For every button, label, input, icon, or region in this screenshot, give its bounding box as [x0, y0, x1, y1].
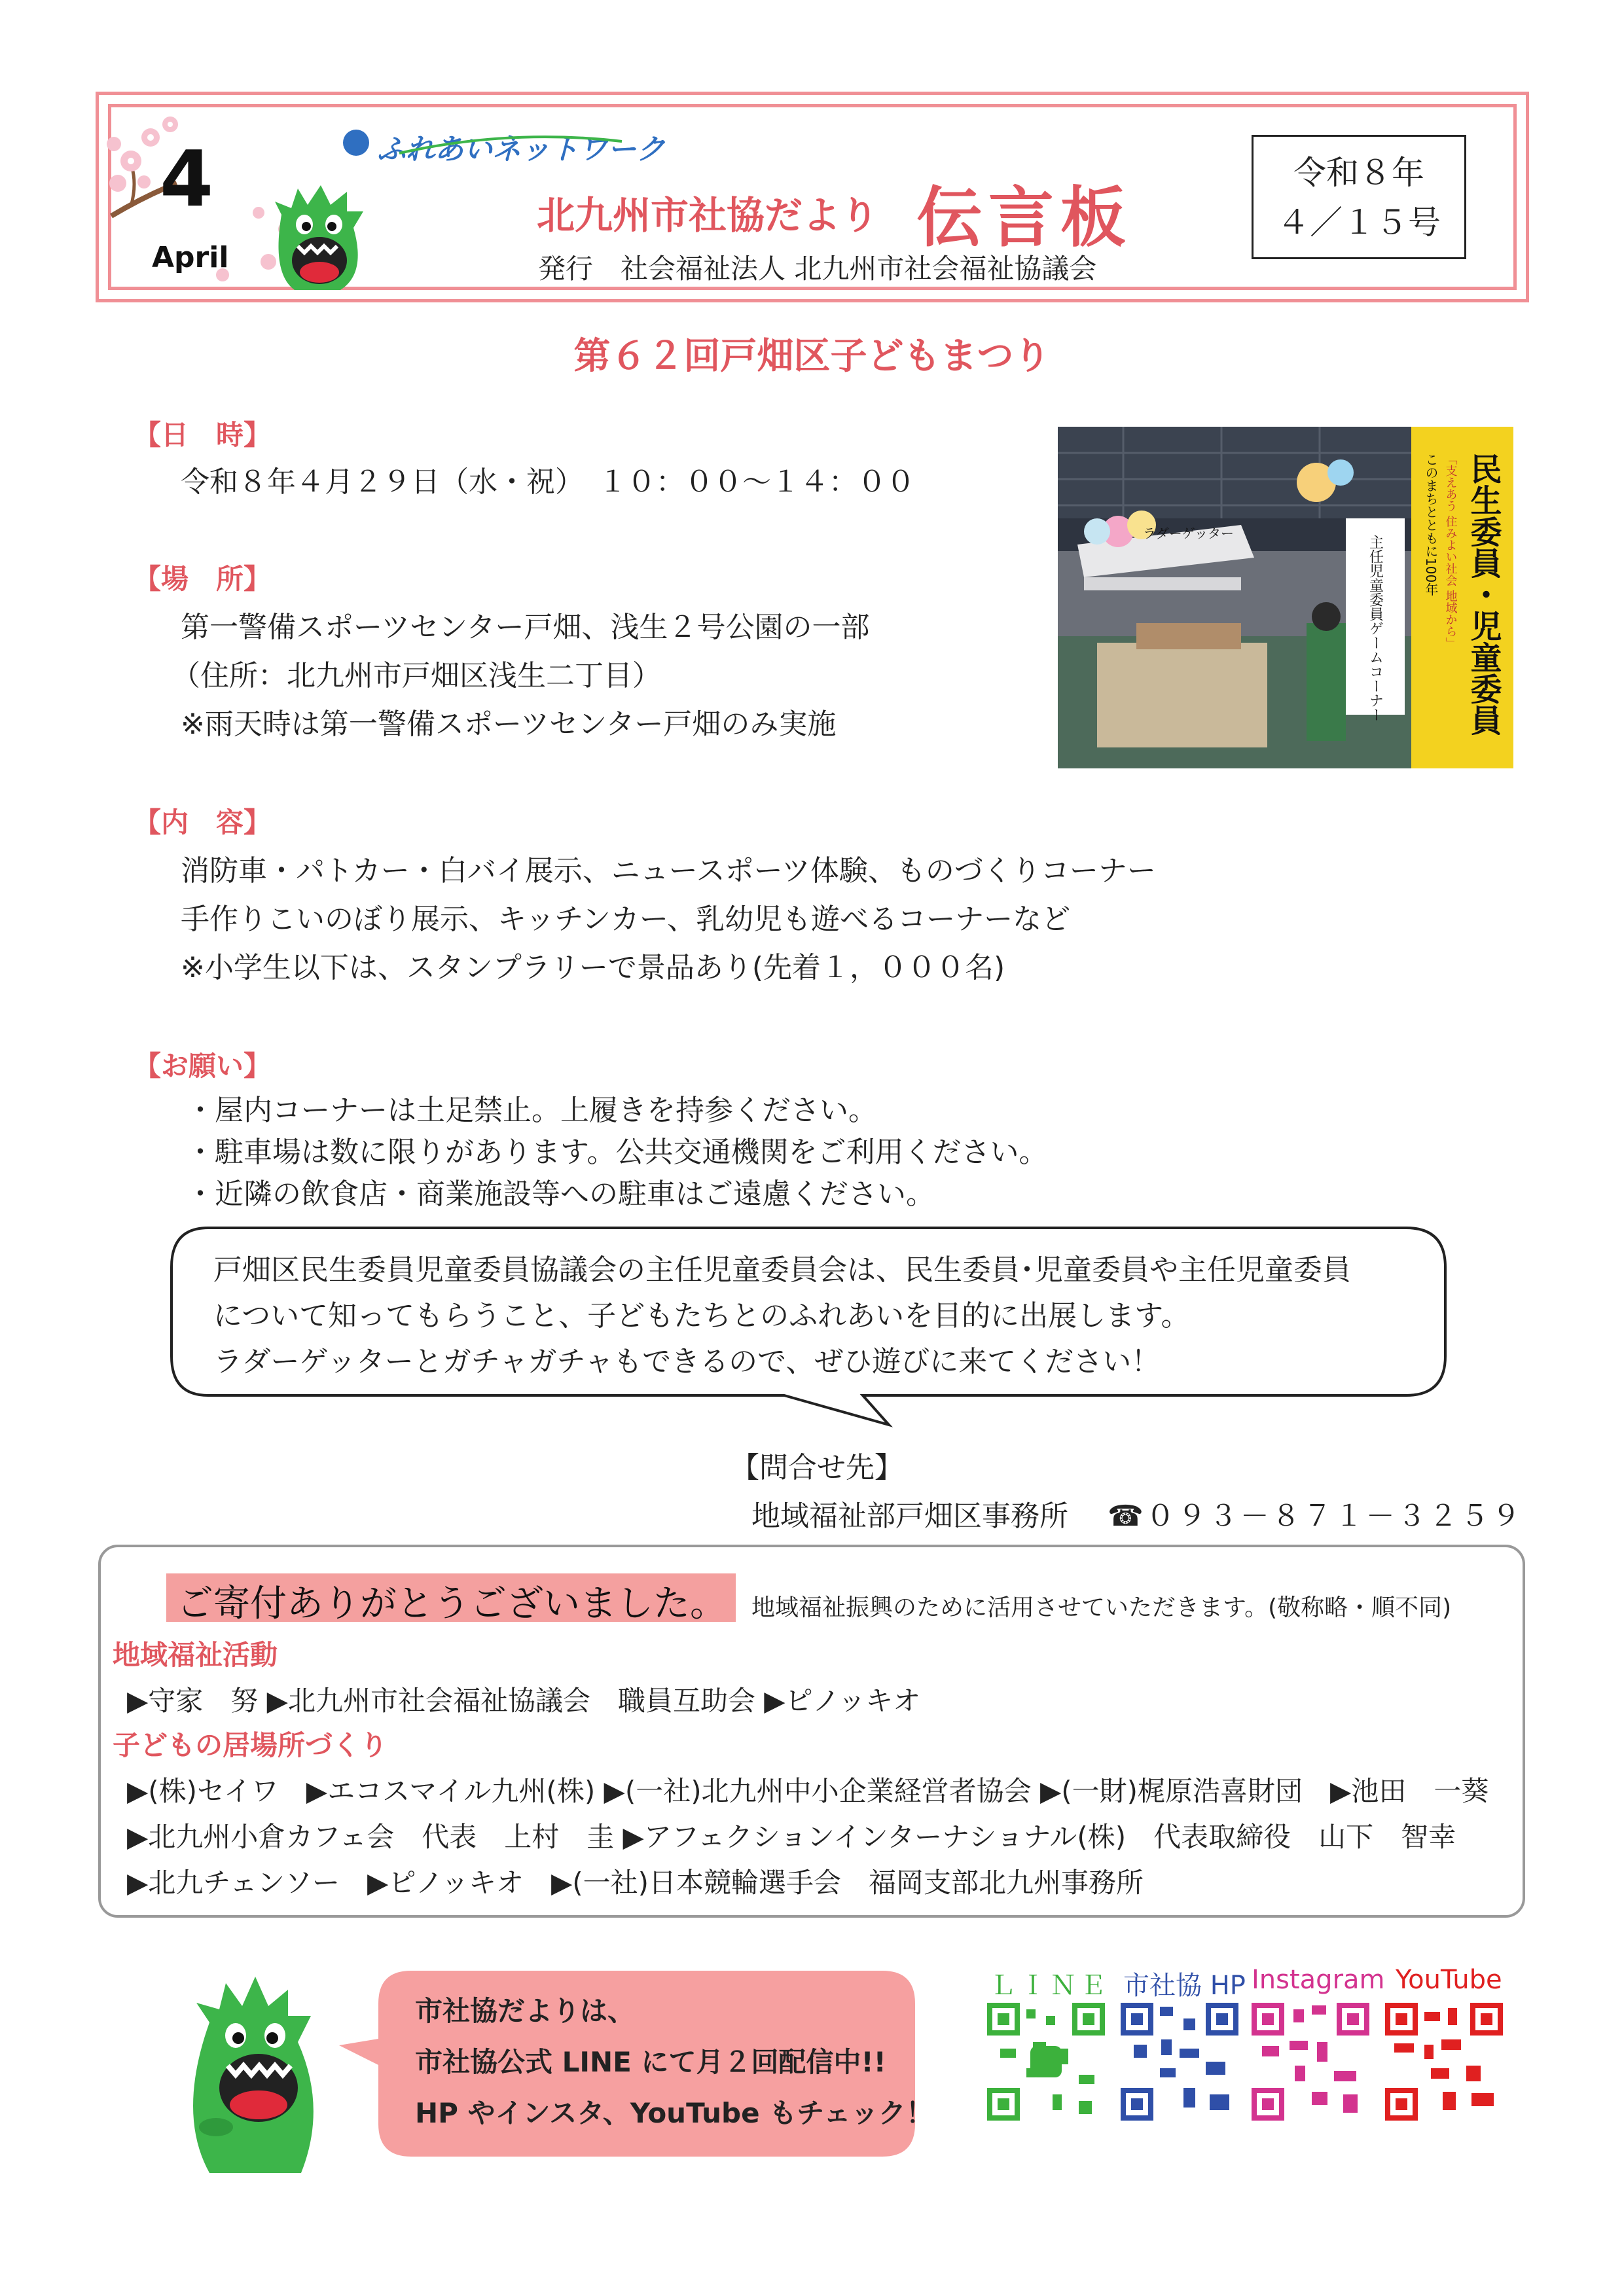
photo-banner-top: このまちとともに100年	[1423, 453, 1439, 596]
qr-label-instagram: Instagram	[1252, 1965, 1385, 1995]
contents-line: 消防車・パトカー・白バイ展示、ニュースポーツ体験、ものづくりコーナー	[181, 854, 1156, 888]
contact-label: 【問合せ先】	[731, 1451, 903, 1484]
venue-line: （住所：北九州市戸畑区浅生二丁目）	[171, 659, 661, 692]
schedule-label: 【日 時】	[134, 419, 272, 451]
request-line: ・屋内コーナーは土足禁止。上履きを持参ください。	[186, 1094, 877, 1127]
bubble-line: について知ってもらうこと、子どもたちとのふれあいを目的に出展します。	[213, 1299, 1190, 1333]
donor-line: ▶北九州小倉カフェ会 代表 上村 圭 ▶アフェクションインターナショナル(株) 代表取締役 山下 智幸	[127, 1821, 1456, 1853]
issue-era: 令和８年	[1293, 154, 1424, 192]
bubble-line: 戸畑区民生委員児童委員協議会の主任児童委員会は、民生委員･児童委員や主任児童委員	[213, 1253, 1351, 1287]
photo-sign-booth: ラダーゲッター	[1143, 526, 1234, 541]
newsletter-tagline: 北九州市社協だより	[537, 193, 879, 238]
swoosh-icon	[393, 122, 628, 161]
requests-label: 【お願い】	[134, 1050, 272, 1082]
venue-line: 第一警備スポーツセンター戸畑、浅生２号公園の一部	[181, 611, 870, 644]
contents-line: ※小学生以下は、スタンプラリーで景品あり(先着１，０００名)	[181, 951, 1005, 984]
qr-label-youtube: YouTube	[1396, 1965, 1502, 1995]
network-name: ふれあいネットワーク	[377, 133, 665, 166]
venue-label: 【場 所】	[134, 563, 272, 595]
instagram-qr-code-icon[interactable]	[1252, 2003, 1369, 2121]
qr-label-hp: 市社協 HP	[1123, 1971, 1246, 2001]
network-logo-icon	[343, 130, 369, 156]
photo-sign-vertical: 主任児童委員ゲームコーナー	[1367, 535, 1384, 722]
qr-label-line: ＬＩＮＥ	[990, 1971, 1110, 2001]
contact-office: 地域福祉部戸畑区事務所	[751, 1499, 1068, 1533]
donation-category-label: 子どもの居場所づくり	[113, 1729, 388, 1761]
youtube-qr-code-icon[interactable]	[1385, 2003, 1503, 2121]
event-photo	[1058, 427, 1513, 768]
request-line: ・近隣の飲食店・商業施設等への駐車はご遠慮ください。	[186, 1177, 935, 1211]
donor-line: ▶北九チェンソー ▶ピノッキオ ▶(一社)日本競輪選手会 福岡支部北九州事務所	[127, 1867, 1144, 1899]
donor-line: ▶守家 努 ▶北九州市社会福祉協議会 職員互助会 ▶ピノッキオ	[127, 1685, 921, 1717]
contact-phone: ☎０９３－８７１－３２５９	[1108, 1499, 1523, 1533]
publisher-line: 発行 社会福祉法人 北九州市社会福祉協議会	[538, 253, 1097, 285]
contents-line: 手作りこいのぼり展示、キッチンカー、乳幼児も遊べるコーナーなど	[181, 903, 1071, 936]
newsletter-title: 伝言板	[916, 179, 1132, 256]
bubble-line: ラダーゲッターとガチャガチャもできるので、ぜひ遊びに来てください！	[213, 1345, 1161, 1378]
event-headline: 第６２回戸畑区子どもまつり	[573, 335, 1051, 378]
donation-note: 地域福祉振興のために活用させていただきます。(敬称略・順不同)	[751, 1594, 1452, 1621]
hp-qr-code-icon[interactable]	[1121, 2003, 1238, 2121]
donation-heading: ご寄付ありがとうございました。	[177, 1583, 727, 1625]
mascot-icon	[170, 1964, 340, 2179]
request-line: ・駐車場は数に限りがあります。公共交通機関をご利用ください。	[186, 1136, 1048, 1169]
issue-number: ４／１５号	[1277, 204, 1441, 242]
line-qr-code-icon[interactable]	[987, 2003, 1105, 2121]
photo-banner-sub: 「支えあう 住みよい社会 地域から」	[1443, 453, 1458, 649]
month-number: 4	[160, 134, 214, 224]
contents-label: 【内 容】	[134, 806, 272, 838]
venue-line: ※雨天時は第一警備スポーツセンター戸畑のみ実施	[181, 708, 837, 741]
photo-banner-main: 民生委員・児童委員	[1465, 453, 1502, 736]
donation-category-label: 地域福祉活動	[113, 1639, 278, 1671]
schedule-text: 令和８年４月２９日（水・祝） １０：００～１４：００	[181, 465, 915, 499]
promo-line: HP やインスタ、YouTube もチェック！	[415, 2097, 933, 2129]
month-word: April	[152, 241, 229, 274]
donor-line: ▶(株)セイワ ▶エコスマイル九州(株) ▶(一社)北九州中小企業経営者協会 ▶(一財)梶原浩喜財団 ▶池田 一葵	[127, 1775, 1489, 1807]
promo-line: 市社協だよりは、	[415, 1995, 636, 2027]
mascot-icon	[268, 175, 373, 293]
promo-line: 市社協公式 LINE にて月２回配信中!!	[415, 2046, 886, 2078]
